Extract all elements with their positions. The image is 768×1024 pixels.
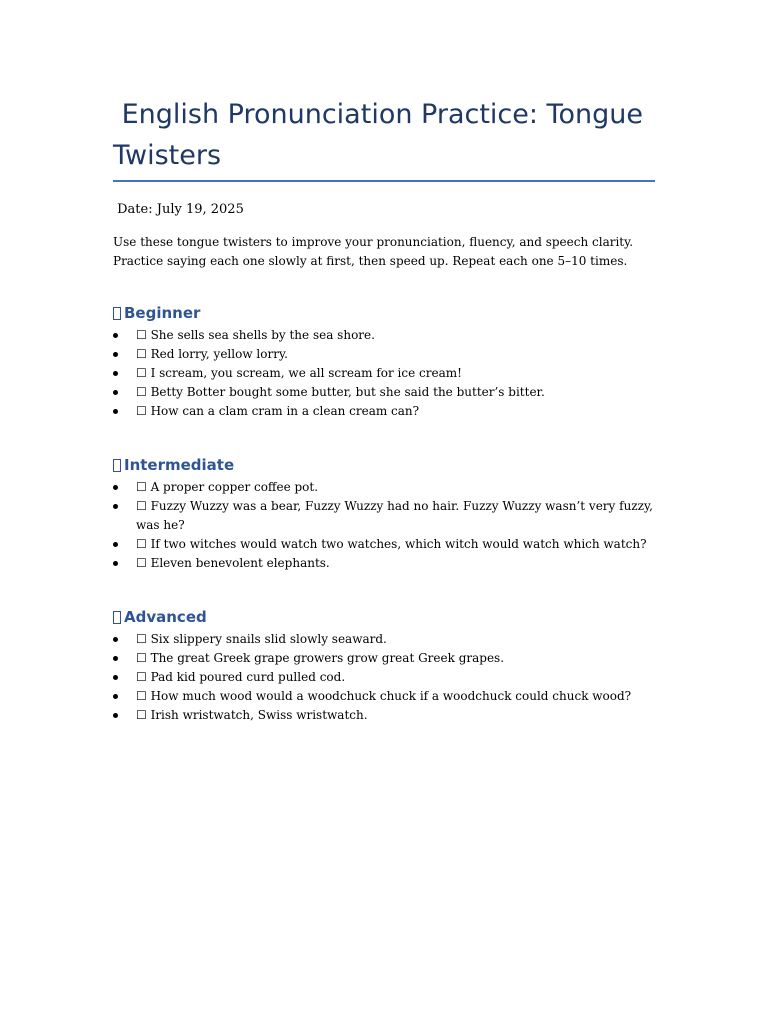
section-intermediate [113, 454, 673, 573]
bullet-icon [113, 371, 118, 376]
missing-glyph-icon [113, 307, 121, 320]
bullet-icon [113, 485, 118, 490]
missing-glyph-icon [113, 459, 121, 472]
checklist-item: ☐ Eleven benevolent elephants. [113, 554, 673, 573]
checklist-item: ☐ The great Greek grape growers grow great Greek grapes. [113, 649, 673, 668]
checklist-item: ☐ A proper copper coffee pot. [113, 478, 673, 497]
section-beginner [113, 302, 673, 421]
section-heading-label: Intermediate [124, 456, 235, 474]
checklist-item: ☐ How much wood would a woodchuck chuck if a woodchuck could chuck wood? [113, 687, 673, 706]
section-heading-label: Beginner [124, 304, 201, 322]
section-heading [113, 606, 673, 628]
checklist [113, 630, 673, 725]
bullet-icon [113, 675, 118, 680]
bullet-icon [113, 656, 118, 661]
bullet-icon [113, 713, 118, 718]
bullet-icon [113, 352, 118, 357]
checklist-item: ☐ If two witches would watch two watches, which witch would watch which watch? [113, 535, 673, 554]
section-advanced [113, 606, 673, 725]
section-heading [113, 302, 673, 324]
section-heading-label: Advanced [124, 608, 207, 626]
bullet-icon [113, 333, 118, 338]
bullet-icon [113, 694, 118, 699]
bullet-icon [113, 637, 118, 642]
intro-paragraph: Use these tongue twisters to improve your pronunciation, fluency, and speech clarity. Practice saying each one slowly at first, then speed up. Repeat each one 5–10 times. [113, 235, 634, 268]
checklist-item: ☐ She sells sea shells by the sea shore. [113, 326, 673, 345]
bullet-icon [113, 504, 118, 509]
checklist [113, 478, 673, 573]
checklist-item: ☐ Six slippery snails slid slowly seaward. [113, 630, 673, 649]
checklist-item: ☐ Betty Botter bought some butter, but she said the butter’s bitter. [113, 383, 673, 402]
document-date: Date: July 19, 2025 [113, 202, 244, 217]
bullet-icon [113, 409, 118, 414]
section-heading [113, 454, 673, 476]
checklist-item: ☐ Fuzzy Wuzzy was a bear, Fuzzy Wuzzy had no hair. Fuzzy Wuzzy wasn’t very fuzzy, was he? [113, 497, 673, 535]
bullet-icon [113, 561, 118, 566]
title-underline [113, 180, 655, 182]
bullet-icon [113, 390, 118, 395]
checklist-item: ☐ How can a clam cram in a clean cream can? [113, 402, 673, 421]
checklist-item: ☐ I scream, you scream, we all scream for ice cream! [113, 364, 673, 383]
missing-glyph-icon [113, 611, 121, 624]
checklist-item: ☐ Irish wristwatch, Swiss wristwatch. [113, 706, 673, 725]
bullet-icon [113, 542, 118, 547]
checklist-item: ☐ Pad kid poured curd pulled cod. [113, 668, 673, 687]
document-title: English Pronunciation Practice: Tongue Twisters [113, 99, 652, 171]
checklist-item: ☐ Red lorry, yellow lorry. [113, 345, 673, 364]
checklist [113, 326, 673, 421]
